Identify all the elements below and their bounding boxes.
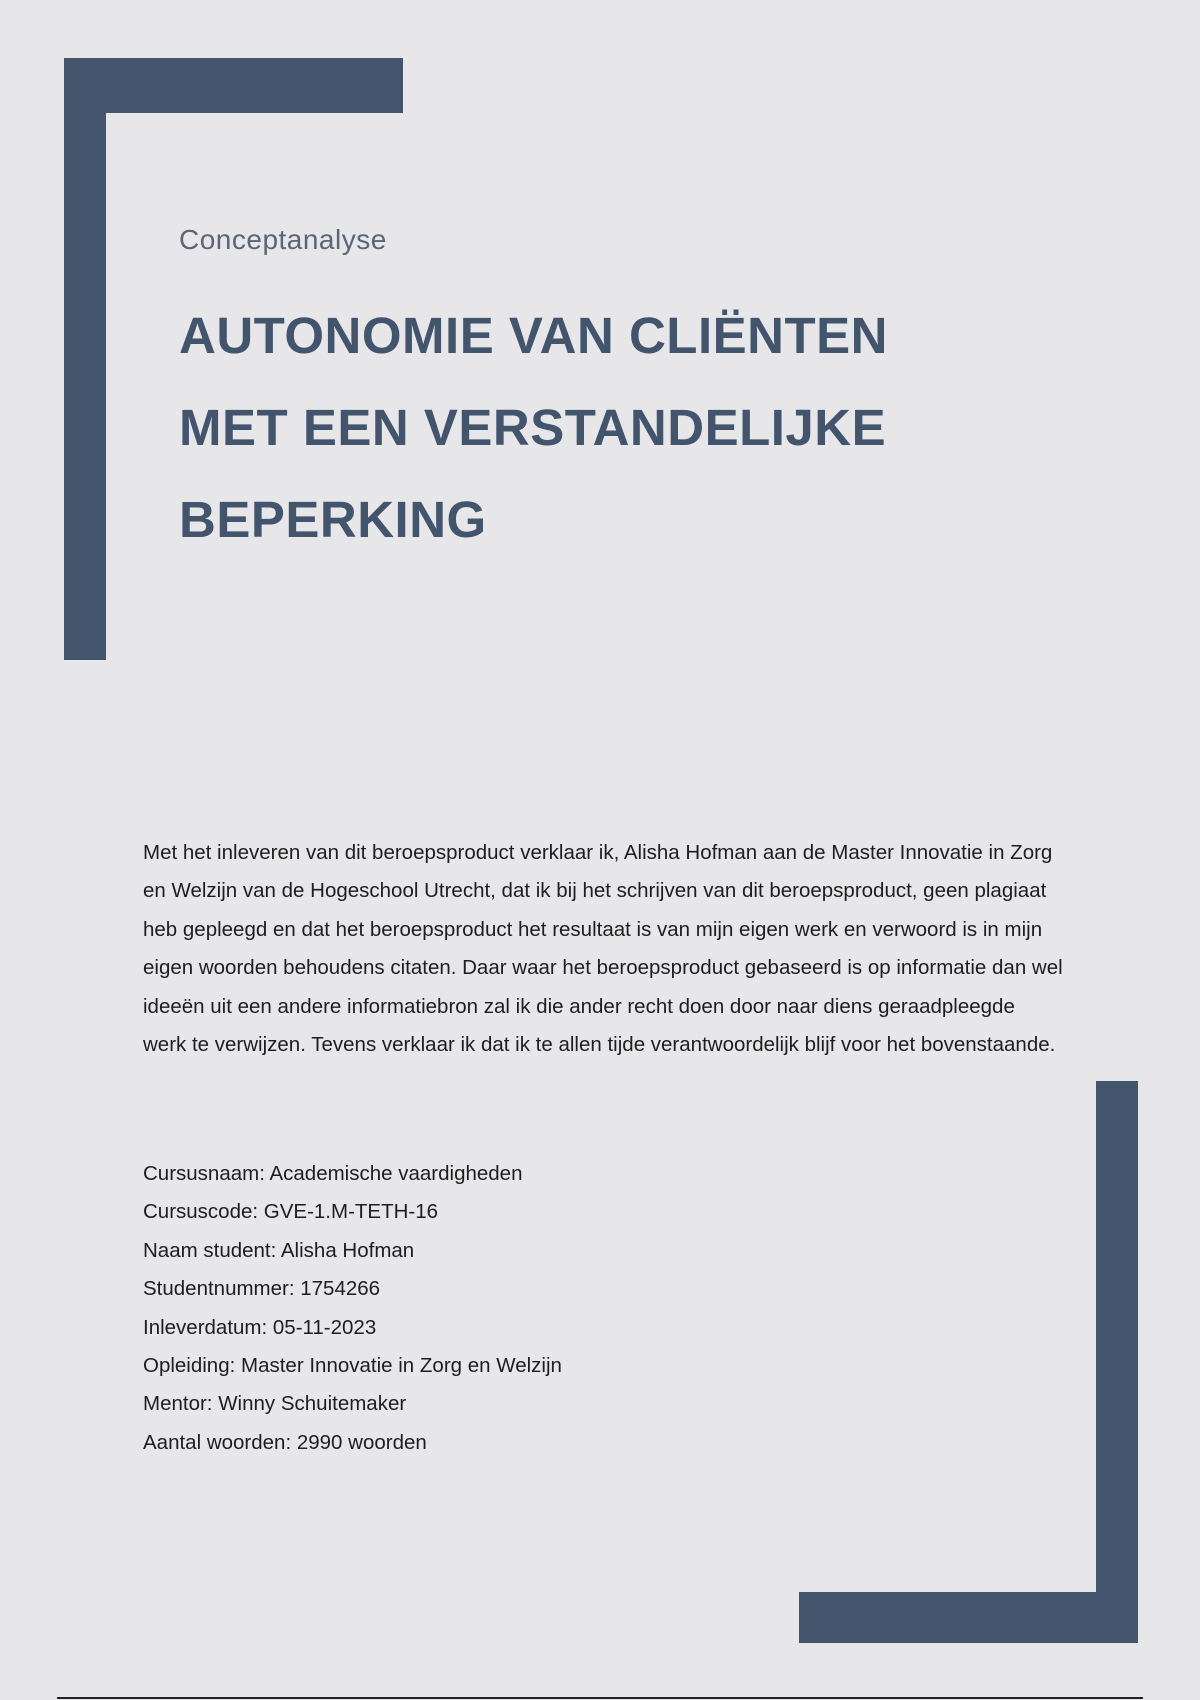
title-line: MET EEN VERSTANDELIJKE [179, 399, 887, 456]
course-name: Cursusnaam: Academische vaardigheden [143, 1162, 523, 1185]
course-code: Cursuscode: GVE-1.M-TETH-16 [143, 1200, 439, 1224]
submission-date: Inleverdatum: 05-11-2023 [143, 1315, 377, 1339]
mentor: Mentor: Winny Schuitemaker [143, 1392, 407, 1416]
document-subtitle: Conceptanalyse [179, 224, 387, 255]
student-number: Studentnummer: 1754266 [143, 1277, 381, 1301]
title-line: AUTONOMIE VAN CLIËNTEN [179, 307, 888, 364]
footer-divider [57, 1697, 1143, 1699]
study-program: Opleiding: Master Innovatie in Zorg en Welzijn [143, 1354, 562, 1378]
course-details [143, 1155, 562, 1462]
document-title [179, 290, 939, 566]
plagiarism-declaration: Met het inleveren van dit beroepsproduct verklaar ik, Alisha Hofman aan de Master Innovatie in Zorg en Welzijn van de Hogeschool Utrecht, dat ik bij het schrijven van dit beroepsproduct, geen plagiaat heb gepleegd en dat het beroepsproduct het resultaat is van mijn eigen werk en verwoord is in mijn eigen woorden behoudens citaten. Daar waar het beroepsproduct gebaseerd is op informatie dan wel ideeën uit een andere informatiebron zal ik die ander recht doen door naar diens geraadpleegde werk te verwijzen. Tevens verklaar ik dat ik te allen tijde verantwoordelijk blijf voor het bovenstaande. [143, 841, 1063, 1057]
word-count: Aantal woorden: 2990 woorden [143, 1430, 427, 1454]
top-left-bracket-horizontal [64, 58, 403, 113]
student-name: Naam student: Alisha Hofman [143, 1238, 415, 1262]
bottom-right-bracket-vertical [1096, 1081, 1138, 1643]
bottom-right-bracket-horizontal [799, 1592, 1138, 1643]
title-line: BEPERKING [179, 491, 487, 548]
top-left-bracket-vertical [64, 58, 106, 660]
